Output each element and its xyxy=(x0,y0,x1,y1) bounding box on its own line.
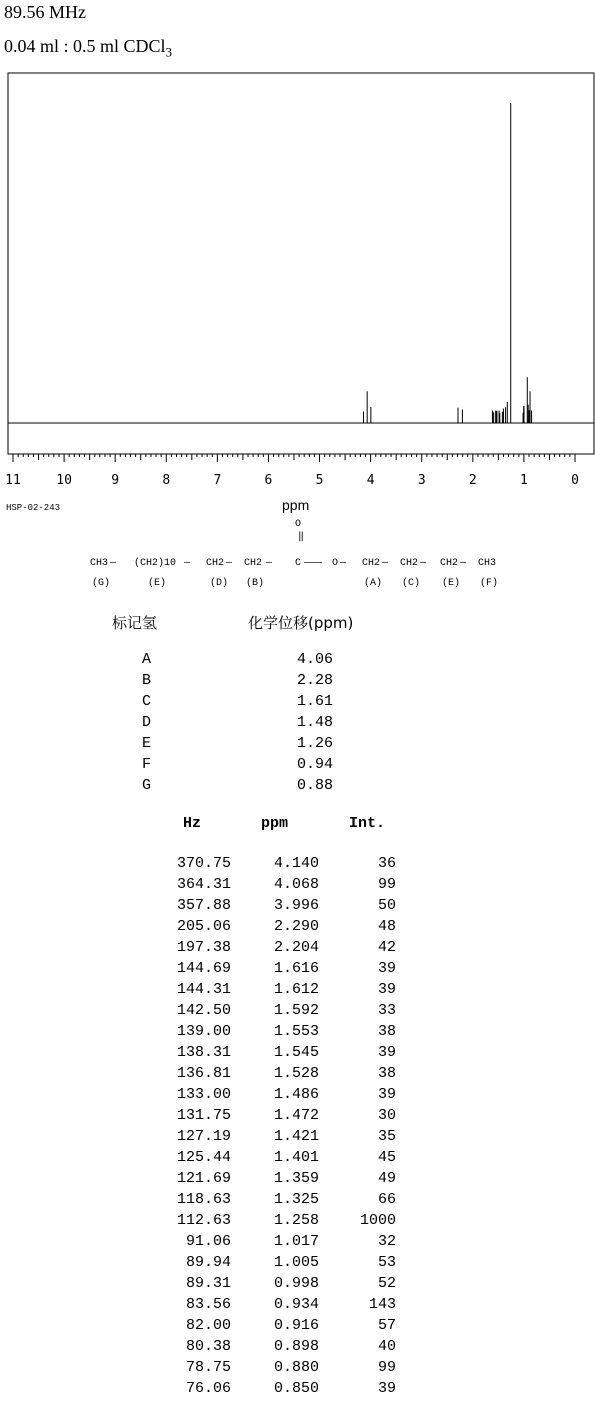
peak-hz: 138.31 xyxy=(176,1044,231,1061)
group-ch2-e2: CH2 xyxy=(440,558,459,569)
label-d: (D) xyxy=(210,578,229,589)
peak-ppm: 0.934 xyxy=(273,1296,319,1313)
peak-hz: 82.00 xyxy=(185,1317,231,1334)
peak-intensity: 50 xyxy=(377,897,396,914)
peak-intensity: 39 xyxy=(377,1086,396,1103)
peak-ppm: 1.528 xyxy=(273,1065,319,1082)
peak-ppm: 1.017 xyxy=(273,1233,319,1250)
peak-ppm: 1.486 xyxy=(273,1086,319,1103)
assignment-shift-value: 4.06 xyxy=(297,651,334,668)
peak-ppm: 0.998 xyxy=(273,1275,319,1292)
x-tick-label: 0 xyxy=(571,473,579,488)
x-tick-label: 4 xyxy=(366,473,375,488)
group-ch2-c: CH2 xyxy=(400,558,419,569)
peak-ppm: 0.850 xyxy=(273,1380,319,1397)
assignment-proton-label: E xyxy=(142,735,152,752)
peak-hz: 91.06 xyxy=(185,1233,231,1250)
assignment-proton-label: G xyxy=(142,777,152,794)
peak-ppm: 1.553 xyxy=(273,1023,319,1040)
assignment-proton-label: C xyxy=(142,693,152,710)
group-ch3-g: CH3 xyxy=(90,558,109,569)
group-ch2-b: CH2 xyxy=(244,558,263,569)
peak-hz: 76.06 xyxy=(185,1380,231,1397)
peak-ppm: 3.996 xyxy=(273,897,319,914)
peak-ppm: 1.421 xyxy=(273,1128,319,1145)
peak-hz: 197.38 xyxy=(176,939,231,956)
peak-intensity: 33 xyxy=(377,1002,396,1019)
peak-hz: 89.94 xyxy=(185,1254,231,1271)
peak-intensity: 48 xyxy=(377,918,396,935)
bond-7: — xyxy=(382,558,389,569)
peak-intensity: 32 xyxy=(377,1233,396,1250)
peak-hz: 127.19 xyxy=(176,1128,231,1145)
molecular-structure xyxy=(88,519,558,599)
peak-ppm: 0.916 xyxy=(273,1317,319,1334)
peak-ppm: 0.880 xyxy=(273,1359,319,1376)
peak-ppm: 0.898 xyxy=(273,1338,319,1355)
label-f: (F) xyxy=(480,578,499,589)
assignment-header-shift: 化学位移(ppm) xyxy=(248,614,354,632)
group-ch2n-e: (CH2)10 xyxy=(134,558,177,569)
peak-table-header-int: Int. xyxy=(349,815,386,832)
label-e: (E) xyxy=(148,578,167,589)
peak-intensity: 1000 xyxy=(359,1212,396,1229)
group-ch3-f: CH3 xyxy=(478,558,497,569)
x-tick-label: 7 xyxy=(213,473,222,488)
peak-hz: 364.31 xyxy=(176,876,231,893)
peak-hz: 205.06 xyxy=(176,918,231,935)
peak-intensity: 99 xyxy=(377,1359,396,1376)
x-tick-label: 10 xyxy=(56,473,72,488)
x-tick-label: 1 xyxy=(519,473,528,488)
sample-main-text: 0.04 ml : 0.5 ml CDCl xyxy=(4,36,166,56)
x-tick-label: 6 xyxy=(264,473,273,488)
nmr-spectrum-chart xyxy=(0,0,595,500)
peak-intensity: 36 xyxy=(377,855,396,872)
peak-hz: 144.31 xyxy=(176,981,231,998)
peak-ppm: 4.140 xyxy=(273,855,319,872)
peak-ppm: 4.068 xyxy=(273,876,319,893)
x-tick-label: 8 xyxy=(162,473,171,488)
peak-intensity: 66 xyxy=(377,1191,396,1208)
sample-subscript: 3 xyxy=(165,44,173,60)
peak-hz: 139.00 xyxy=(176,1023,231,1040)
x-tick-label: 11 xyxy=(5,473,21,488)
peak-ppm: 1.258 xyxy=(273,1212,319,1229)
group-carbonyl-c: C xyxy=(295,558,302,569)
peak-hz: 125.44 xyxy=(176,1149,231,1166)
group-ch2-a: CH2 xyxy=(362,558,381,569)
bond-3: — xyxy=(226,558,233,569)
peak-intensity: 49 xyxy=(377,1170,396,1187)
spectrum-code: HSP-02-243 xyxy=(6,503,61,513)
peak-intensity: 99 xyxy=(377,876,396,893)
peak-ppm: 1.359 xyxy=(273,1170,319,1187)
peak-ppm: 1.592 xyxy=(273,1002,319,1019)
peak-ppm: 1.612 xyxy=(273,981,319,998)
peak-ppm: 2.204 xyxy=(273,939,319,956)
peak-ppm: 1.325 xyxy=(273,1191,319,1208)
assignment-shift-value: 0.88 xyxy=(297,777,334,794)
assignment-proton-label: F xyxy=(142,756,152,773)
peak-intensity: 39 xyxy=(377,981,396,998)
plot-frame xyxy=(8,73,594,454)
peak-hz: 142.50 xyxy=(176,1002,231,1019)
group-ch2-d: CH2 xyxy=(206,558,225,569)
peak-hz: 89.31 xyxy=(185,1275,231,1292)
group-ester-o: O xyxy=(332,558,339,569)
label-a: (A) xyxy=(364,578,383,589)
peak-hz: 80.38 xyxy=(185,1338,231,1355)
bond-9: — xyxy=(460,558,467,569)
label-c: (C) xyxy=(402,578,421,589)
peak-table-header-hz: Hz xyxy=(183,815,202,832)
bond-2: — xyxy=(184,558,191,569)
assignment-shift-value: 1.26 xyxy=(297,735,334,752)
peak-ppm: 1.401 xyxy=(273,1149,319,1166)
x-tick-label: 3 xyxy=(417,473,426,488)
peak-intensity: 42 xyxy=(377,939,396,956)
assignment-shift-value: 0.94 xyxy=(297,756,334,773)
assignment-proton-label: D xyxy=(142,714,152,731)
peak-intensity: 53 xyxy=(377,1254,396,1271)
peak-intensity: 30 xyxy=(377,1107,396,1124)
peak-intensity: 39 xyxy=(377,1380,396,1397)
peak-ppm: 1.005 xyxy=(273,1254,319,1271)
assignment-shift-value: 1.61 xyxy=(297,693,334,710)
peak-intensity: 38 xyxy=(377,1023,396,1040)
bond-1: — xyxy=(110,558,117,569)
peak-intensity: 40 xyxy=(377,1338,396,1355)
peak-hz: 118.63 xyxy=(176,1191,231,1208)
peak-intensity: 57 xyxy=(377,1317,396,1334)
carbonyl-double-bond: ‖ xyxy=(298,532,305,543)
assignment-shift-value: 2.28 xyxy=(297,672,334,689)
peak-hz: 83.56 xyxy=(185,1296,231,1313)
peak-intensity: 143 xyxy=(368,1296,396,1313)
peak-ppm: 2.290 xyxy=(273,918,319,935)
peak-hz: 144.69 xyxy=(176,960,231,977)
bond-5: ——— xyxy=(304,558,323,569)
peak-hz: 131.75 xyxy=(176,1107,231,1124)
assignment-header-label: 标记氢 xyxy=(112,614,158,632)
peak-hz: 136.81 xyxy=(176,1065,231,1082)
peak-ppm: 1.616 xyxy=(273,960,319,977)
x-tick-label: 2 xyxy=(468,473,477,488)
x-tick-label: 9 xyxy=(111,473,120,488)
assignment-shift-value: 1.48 xyxy=(297,714,334,731)
peak-ppm: 1.472 xyxy=(273,1107,319,1124)
peak-hz: 121.69 xyxy=(176,1170,231,1187)
bond-6: — xyxy=(340,558,347,569)
peak-hz: 112.63 xyxy=(176,1212,231,1229)
peak-intensity: 39 xyxy=(377,960,396,977)
peak-intensity: 35 xyxy=(377,1128,396,1145)
label-b: (B) xyxy=(246,578,265,589)
label-e2: (E) xyxy=(442,578,461,589)
x-tick-label: 5 xyxy=(315,473,324,488)
peak-hz: 133.00 xyxy=(176,1086,231,1103)
peak-hz: 357.88 xyxy=(176,897,231,914)
peak-table-header-ppm: ppm xyxy=(261,815,289,832)
peak-hz: 370.75 xyxy=(176,855,231,872)
x-axis-label: ppm xyxy=(282,497,310,513)
peak-intensity: 39 xyxy=(377,1044,396,1061)
peak-hz: 78.75 xyxy=(185,1359,231,1376)
carbonyl-oxygen: O xyxy=(295,519,302,530)
assignment-proton-label: B xyxy=(142,672,152,689)
peak-intensity: 45 xyxy=(377,1149,396,1166)
label-g: (G) xyxy=(92,578,111,589)
peak-intensity: 52 xyxy=(377,1275,396,1292)
peak-intensity: 38 xyxy=(377,1065,396,1082)
assignment-proton-label: A xyxy=(142,651,152,668)
bond-4: — xyxy=(266,558,273,569)
spectrometer-frequency: 89.56 MHz xyxy=(4,2,86,22)
bond-8: — xyxy=(420,558,427,569)
peak-ppm: 1.545 xyxy=(273,1044,319,1061)
